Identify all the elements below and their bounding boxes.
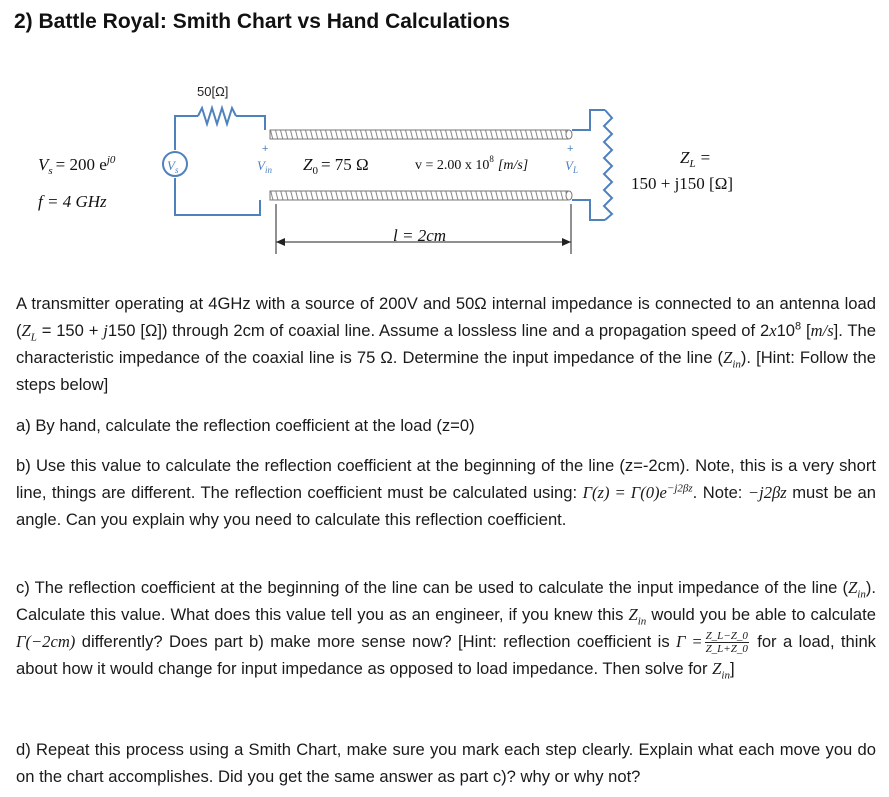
load-impedance-value: 150 + j150 [Ω]: [631, 174, 734, 193]
load-zigzag: [604, 110, 612, 220]
coax-bottom: [270, 191, 568, 200]
circuit-diagram: [0, 0, 889, 280]
velocity-label: v = 2.00 x $10^8$ [m/s]: [415, 154, 529, 173]
plus-right: +: [567, 143, 574, 155]
vl-label: $V_L$: [565, 158, 578, 175]
load-impedance-label: $Z_L$ =: [680, 148, 711, 170]
reflection-fraction: $\frac{Z\_L-Z\_0}{Z\_L+Z\_0}$: [705, 630, 748, 656]
page-title: 2) Battle Royal: Smith Chart vs Hand Calculations: [14, 10, 510, 33]
source-wire-top: [175, 116, 198, 150]
part-a: a) By hand, calculate the reflection coefficient at the load (z=0): [16, 416, 475, 435]
plus-left: +: [262, 143, 269, 155]
vin-label: $V_{in}$: [257, 158, 272, 175]
part-d: d) Repeat this process using a Smith Chart, make sure you mark each step clearly. Explain what each move you do on the chart accomplishes. Did you get the same answer as part c)? why or why not?: [16, 740, 876, 786]
length-label: l = 2cm: [393, 226, 447, 245]
length-arrowhead-left: [276, 238, 285, 246]
part-c: c) The reflection coefficient at the beginning of the line can be used to calculate the input impedance of the line $(Z_{in})$. Calculate this value. What does this value tell you as an engineer, if you knew this $Z_{in}$ would you be able to calculate Γ(−2cm) differently? Does part b) make more sense now? [Hint: reflection coefficient is Γ = $\frac{Z\_L-Z\_0}{Z\_L+Z\_0}$ for a load, think about how it would change for input impedance as opposed to load impedance. Then solve for $Z_{in}$]: [16, 578, 877, 682]
frequency-label: f = 4 GHz: [38, 192, 107, 211]
source-voltage-label: $V_s = 200$ $e^{j0}$: [38, 154, 116, 177]
load-wire-bottom: [572, 200, 605, 220]
coax-top-end: [566, 130, 572, 139]
resistor-zigzag: [198, 108, 236, 124]
part-b: b) Use this value to calculate the reflection coefficient at the beginning of the line (z=-2cm). Note, this is a very short line, things are different. The reflection coefficient must be calculated using: $\Gamma(z) = \Gamma(0)e^{-j2\beta z}$. Note: −j2βz must be an angle. Can you explain why you need to calculate this reflection coefficient.: [16, 456, 876, 529]
source-wire-top-right: [236, 116, 265, 130]
intro-paragraph: A transmitter operating at 4GHz with a source of 200V and 50Ω internal impedance is connected to an antenna load ($Z_L = 150 + j150$ [Ω]) through 2cm of coaxial line. Assume a lossless line and a propagation speed of $2x10^8$ [m/s]. The characteristic impedance of the coaxial line is 75 Ω. Determine the input impedance of the line $(Z_{in})$. [Hint: Follow the steps below]: [16, 294, 876, 394]
coax-bottom-end: [566, 191, 572, 200]
length-arrowhead-right: [562, 238, 571, 246]
coax-top: [270, 130, 568, 139]
source-symbol: $V_s$: [167, 158, 179, 175]
load-wire-top: [572, 110, 605, 130]
internal-resistance-label: 50[Ω]: [197, 84, 229, 99]
z0-label: $Z_0 = 75$ Ω: [303, 155, 369, 177]
source-wire-bottom: [175, 178, 260, 215]
